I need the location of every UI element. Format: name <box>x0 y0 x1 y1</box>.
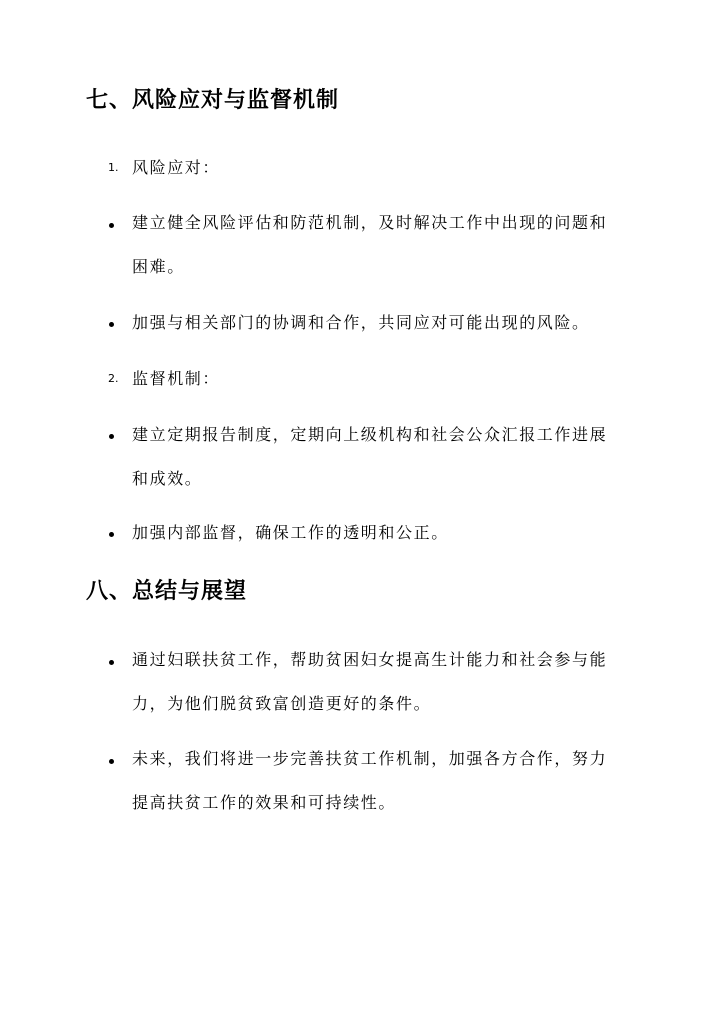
list-item: 加强与相关部门的协调和合作，共同应对可能出现的风险。 <box>132 313 590 332</box>
list-item: 建立定期报告制度，定期向上级机构和社会公众汇报工作进展和成效。 <box>132 425 608 488</box>
bullet-icon <box>109 322 114 327</box>
list-item: 通过妇联扶贫工作，帮助贫困妇女提高生计能力和社会参与能力，为他们脱贫致富创造更好的条件。 <box>132 650 608 713</box>
bullet-icon <box>109 434 114 439</box>
bullet-icon <box>109 759 114 764</box>
bullet-icon <box>109 532 114 537</box>
list-item: 建立健全风险评估和防范机制，及时解决工作中出现的问题和困难。 <box>132 213 608 276</box>
section-8-heading: 八、总结与展望 <box>86 579 248 604</box>
list-item: 加强内部监督，确保工作的透明和公正。 <box>132 523 449 542</box>
bullet-icon <box>109 223 114 228</box>
list-item: 未来，我们将进一步完善扶贫工作机制，加强各方合作，努力提高扶贫工作的效果和可持续性。 <box>132 749 608 812</box>
list-item-supervision: 监督机制： <box>132 369 221 388</box>
list-number-1: 1. <box>108 161 119 174</box>
list-item-risk-response: 风险应对： <box>132 158 221 177</box>
bullet-icon <box>109 660 114 665</box>
list-number-2: 2. <box>108 372 119 385</box>
section-7-heading: 七、风险应对与监督机制 <box>86 88 340 113</box>
